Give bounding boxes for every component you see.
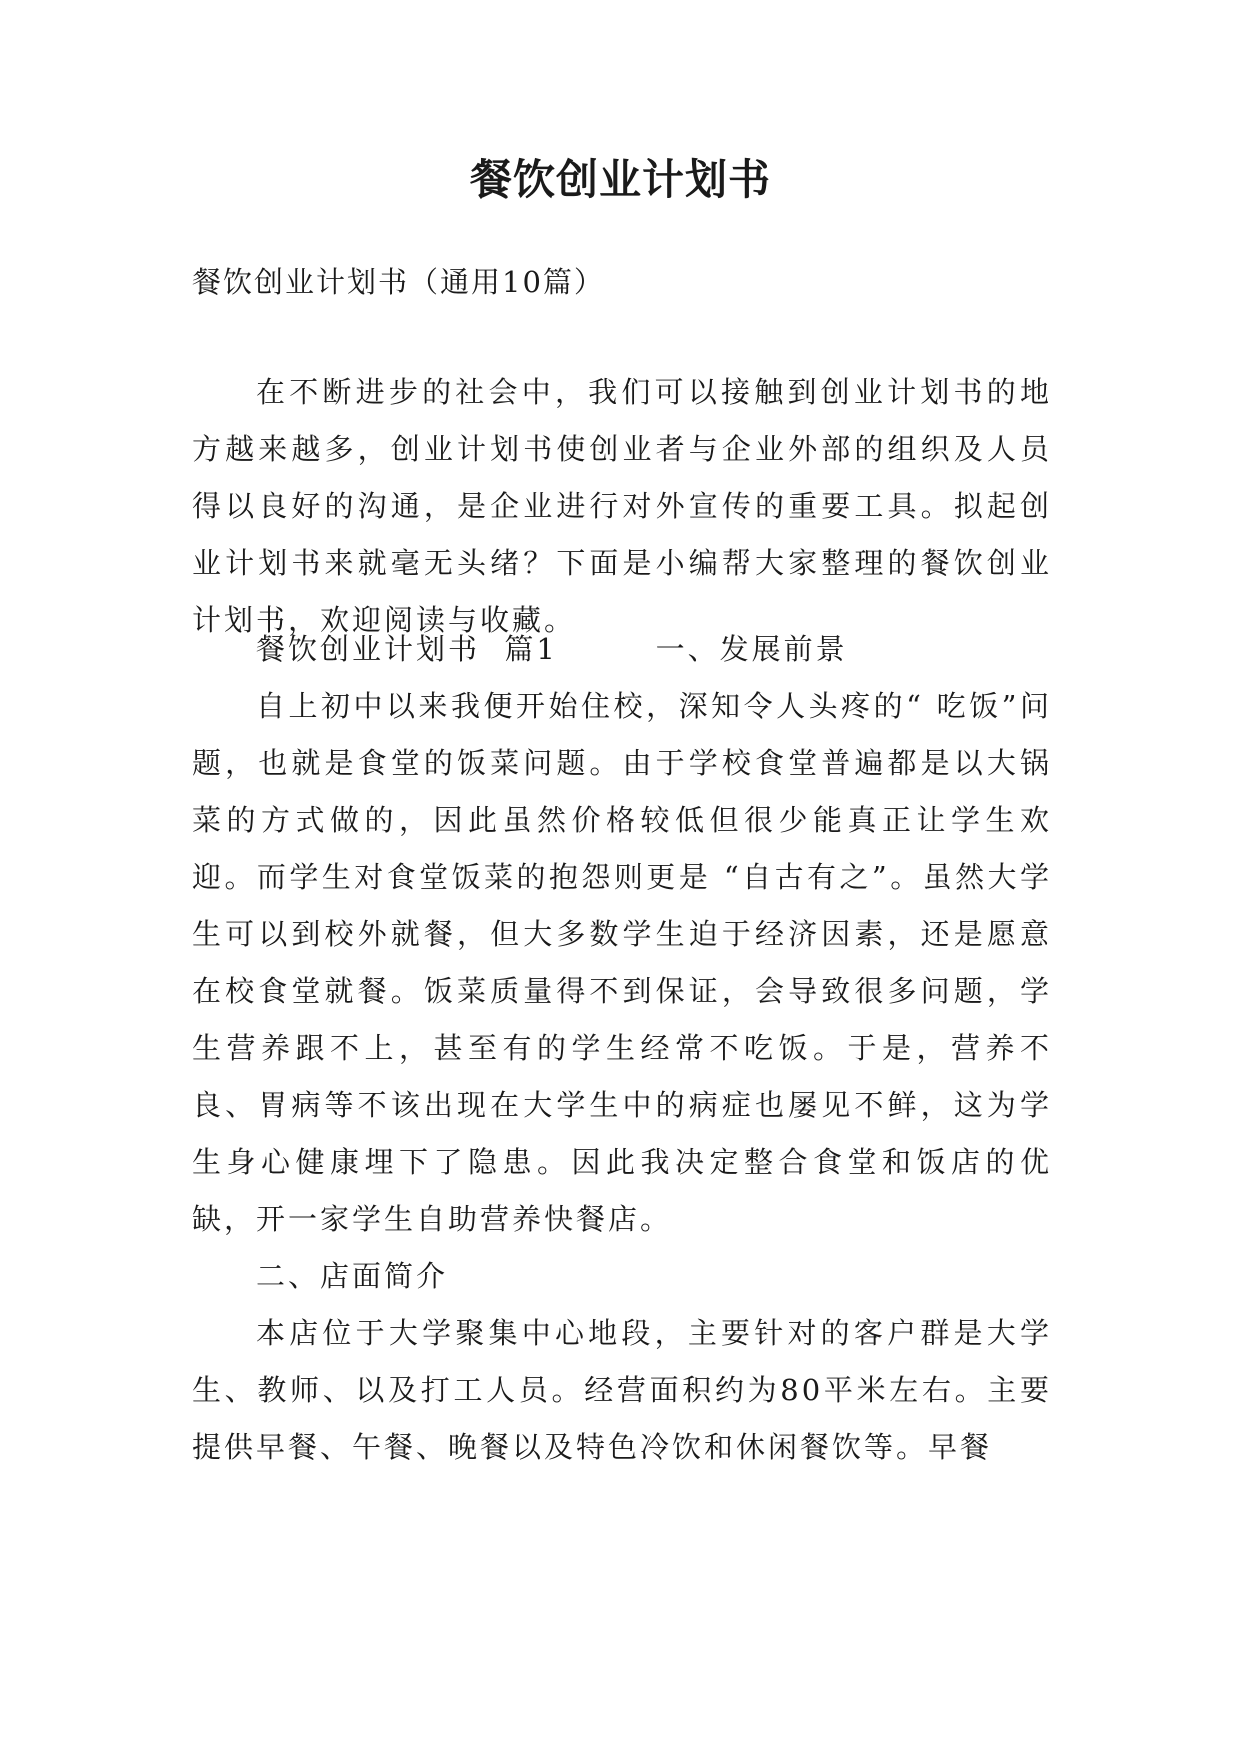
paragraph-development-outlook: 自上初中以来我便开始住校，深知令人头疼的“ 吃饭”问题，也就是食堂的饭菜问题。由于学校食堂普遍都是以大锅菜的方式做的，因此虽然价格较低但很少能真正让学生欢迎。而学生对食堂饭菜的抱怨则更是 “自古有之”。虽然大学生可以到校外就餐，但大多数学生迫于经济因素，还是愿意在校食堂就餐。饭菜质量得不到保证，会导致很多问题，学生营养跟不上，甚至有的学生经常不吃饭。于是，营养不良、胃病等不该出现在大学生中的病症也屡见不鲜，这为学生身心健康埋下了隐患。因此我决定整合食堂和饭店的优缺，开一家学生自助营养快餐店。 xyxy=(192,689,1052,1236)
intro-paragraph: 在不断进步的社会中，我们可以接触到创业计划书的地方越来越多，创业计划书使创业者与企业外部的组织及人员得以良好的沟通，是企业进行对外宣传的重要工具。拟起创业计划书来就毫无头绪？下面是小编帮大家整理的餐饮创业计划书，欢迎阅读与收藏。 xyxy=(192,375,1052,637)
document-subtitle: 餐饮创业计划书（通用10篇） xyxy=(192,265,605,299)
heading-store-intro: 二、店面简介 xyxy=(256,1259,449,1293)
section-heading: 餐饮创业计划书 篇1 一、发展前景 xyxy=(256,632,848,666)
intro-block xyxy=(192,364,1052,649)
document-title: 餐饮创业计划书 xyxy=(469,155,771,204)
paragraph-store-intro: 本店位于大学聚集中心地段，主要针对的客户群是大学生、教师、以及打工人员。经营面积约为80平米左右。主要提供早餐、午餐、晚餐以及特色冷饮和休闲餐饮等。早餐 xyxy=(192,1316,1052,1464)
section-1 xyxy=(192,621,1052,1476)
